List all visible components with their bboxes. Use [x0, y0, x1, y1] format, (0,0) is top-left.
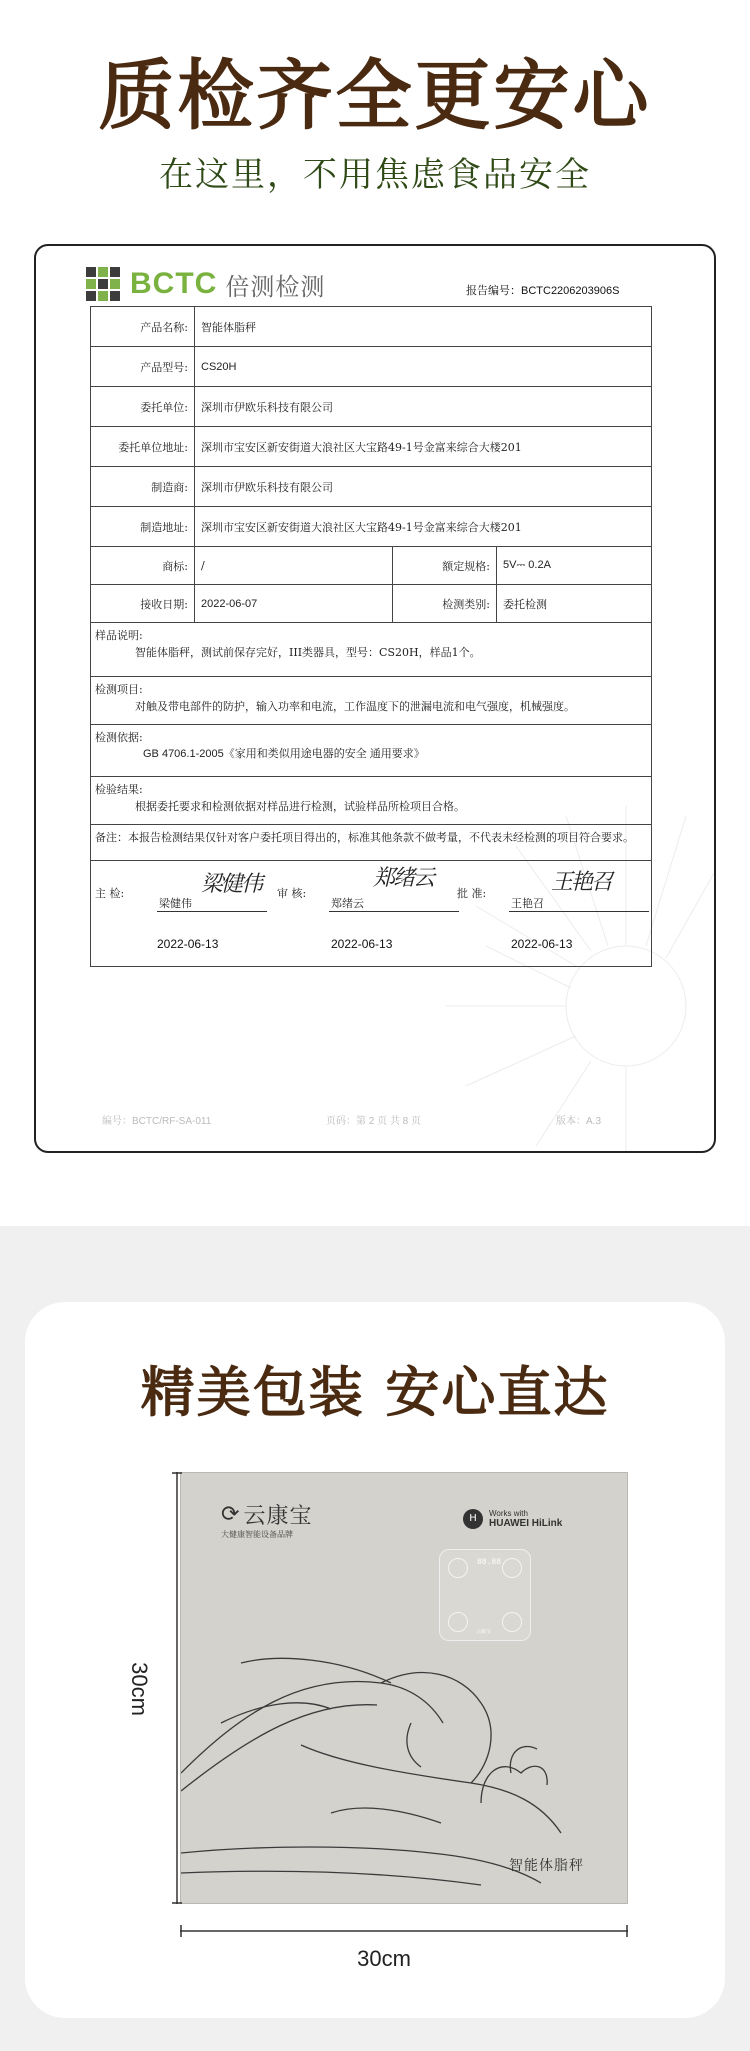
category-value: 委托检测	[497, 585, 652, 623]
approver-sign-line	[509, 911, 649, 912]
bctc-logo-text: BCTC	[130, 267, 218, 300]
scale-electrode	[448, 1558, 468, 1578]
inspector-name: 梁健伟	[159, 897, 192, 910]
received-label: 接收日期:	[91, 585, 195, 623]
received-value: 2022-06-07	[195, 585, 393, 623]
reviewer-sign-line	[329, 911, 459, 912]
trademark-value: /	[195, 547, 393, 585]
basis-section	[91, 725, 652, 777]
scale-image	[439, 1549, 531, 1641]
bctc-logo	[86, 264, 325, 304]
sample-body: 智能体脂秤，测试前保存完好，III类器具，型号：CS20H，样品1个。	[135, 646, 481, 660]
row-label: 委托单位地址:	[91, 427, 195, 467]
brand-tagline: 大健康智能设备品牌	[221, 1530, 293, 1539]
conclusion-title: 检验结果:	[95, 783, 143, 796]
approver-signature: 王艳召	[551, 870, 612, 895]
table-row	[91, 825, 652, 861]
scale-electrode	[502, 1558, 522, 1578]
brand-logo-icon: ⟳	[221, 1502, 240, 1527]
footer-doc-no: 编号：BCTC/RF-SA-011	[102, 1116, 212, 1127]
row-value: 智能体脂秤	[195, 307, 652, 347]
approver-name: 王艳召	[511, 897, 544, 910]
items-title: 检测项目:	[95, 683, 143, 696]
rated-value: 5V⎓ 0.2A	[497, 547, 652, 585]
category-label: 检测类别:	[393, 585, 497, 623]
row-label: 制造地址:	[91, 507, 195, 547]
height-label: 30cm	[127, 1662, 152, 1716]
row-label: 产品名称:	[91, 307, 195, 347]
inspector-signature: 梁健伟	[201, 872, 262, 897]
reviewer-role: 审 核:	[277, 887, 307, 900]
items-section	[91, 677, 652, 725]
footer-page: 页码：第 2 页 共 8 页	[326, 1116, 422, 1127]
inspector-date: 2022-06-13	[157, 937, 219, 951]
table-row	[91, 623, 652, 677]
reviewer-signature: 郑绪云	[373, 866, 434, 891]
basis-body: GB 4706.1-2005《家用和类似用途电器的安全 通用要求》	[143, 748, 425, 761]
remark: 备注：本报告检测结果仅针对客户委托项目得出的，标准其他条款不做考量，不代表未经检测的项目符合要求。	[91, 825, 652, 861]
conclusion-body: 根据委托要求和检测依据对样品进行检测，试验样品所检项目合格。	[135, 800, 465, 814]
scale-electrode	[448, 1612, 468, 1632]
trademark-label: 商标:	[91, 547, 195, 585]
box-product-label: 智能体脂秤	[509, 1858, 584, 1874]
row-value: 深圳市宝安区新安街道大浪社区大宝路49-1号金富来综合大楼201	[195, 427, 652, 467]
sample-title: 样品说明:	[95, 629, 143, 642]
table-row	[91, 507, 652, 547]
scale-electrode	[502, 1612, 522, 1632]
table-row	[91, 307, 652, 347]
approver-role: 批 准:	[457, 887, 487, 900]
row-value: 深圳市伊欧乐科技有限公司	[195, 387, 652, 427]
row-value: 深圳市宝安区新安街道大浪社区大宝路49-1号金富来综合大楼201	[195, 507, 652, 547]
table-row	[91, 777, 652, 825]
certificate-card	[34, 244, 716, 1153]
page-subtitle: 在这里，不用焦虑食品安全	[159, 155, 591, 195]
width-label: 30cm	[357, 1946, 411, 1971]
rated-label: 额定规格:	[393, 547, 497, 585]
row-label: 制造商:	[91, 467, 195, 507]
approver-date: 2022-06-13	[511, 937, 573, 951]
sample-section	[91, 623, 652, 677]
box-brand	[221, 1499, 312, 1530]
hilink-works: Works with	[489, 1509, 528, 1518]
hilink-icon: H	[463, 1509, 483, 1529]
packaging-title: 精美包装 安心直达	[140, 1361, 610, 1424]
table-row	[91, 467, 652, 507]
certificate-table	[90, 306, 652, 967]
page-title: 质检齐全更安心	[98, 51, 652, 140]
table-row	[91, 427, 652, 467]
row-value: CS20H	[195, 347, 652, 387]
conclusion-section	[91, 777, 652, 825]
height-dimension-line	[172, 1472, 182, 1904]
table-row	[91, 547, 652, 585]
basis-title: 检测依据:	[95, 731, 143, 744]
inspector-sign-line	[157, 911, 267, 912]
bctc-logo-icon	[86, 267, 120, 301]
brand-name: 云康宝	[243, 1504, 313, 1529]
inspector-role: 主 检:	[95, 887, 125, 900]
width-dimension-line	[180, 1925, 628, 1937]
hilink-name: HUAWEI HiLink	[489, 1518, 563, 1530]
scale-display: 88.88	[477, 1558, 502, 1567]
table-row	[91, 861, 652, 967]
reviewer-name: 郑绪云	[331, 897, 364, 910]
footer-version: 版本：A.3	[556, 1116, 602, 1127]
report-number: 报告编号：BCTC2206203906S	[466, 285, 620, 297]
table-row	[91, 725, 652, 777]
table-row	[91, 347, 652, 387]
packaging-box-photo	[180, 1472, 628, 1904]
row-label: 产品型号:	[91, 347, 195, 387]
table-row	[91, 387, 652, 427]
table-row	[91, 585, 652, 623]
bctc-logo-cn: 倍测检测	[225, 272, 326, 301]
row-label: 委托单位:	[91, 387, 195, 427]
hilink-badge	[463, 1509, 562, 1530]
table-row	[91, 677, 652, 725]
items-body: 对触及带电部件的防护，输入功率和电流，工作温度下的泄漏电流和电气强度，机械强度。	[135, 700, 575, 714]
scale-logo: 云康宝	[476, 1629, 492, 1635]
reviewer-date: 2022-06-13	[331, 937, 393, 951]
row-value: 深圳市伊欧乐科技有限公司	[195, 467, 652, 507]
signature-section	[91, 861, 652, 967]
